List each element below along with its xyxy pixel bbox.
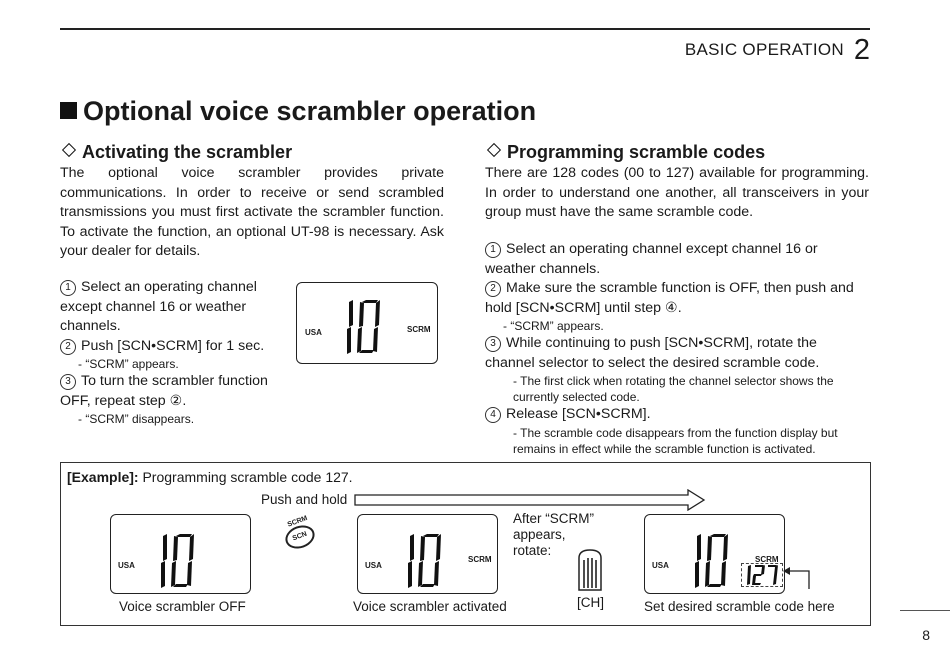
right-steps (485, 240, 869, 457)
left-heading: Activating the scrambler (60, 142, 292, 163)
lcd-channel-digits (157, 533, 197, 589)
right-step-3-note: - The first click when rotating the channel selector shows the currently selected code. (513, 374, 834, 404)
knob-label: [CH] (577, 595, 604, 610)
example-title: [Example]: Programming scramble code 127. (67, 469, 353, 485)
push-hold-label: Push and hold (261, 492, 348, 507)
section-title: BASIC OPERATION (684, 40, 844, 59)
example-box (60, 462, 871, 626)
caption-scrambler-off: Voice scrambler OFF (119, 599, 246, 614)
diamond-icon (487, 143, 501, 157)
page-number: 8 (922, 627, 930, 643)
right-step-2: 2 Make sure the scramble function is OFF, then push and hold [SCN•SCRM] until step ④. (485, 280, 854, 316)
lcd-channel-digits (404, 533, 444, 589)
left-intro: The optional voice scrambler provides private communications. In order to receive or send scrambled transmissions you must first activate the scrambler function. To activate the function, an optional UT-98 is necessary. Ask your dealer for details. (60, 165, 444, 259)
right-heading: Programming scramble codes (485, 142, 765, 163)
right-step-4: 4 Release [SCN•SCRM]. (485, 405, 869, 425)
right-step-3: 3 While continuing to push [SCN•SCRM], rotate the channel selector to select the desired scramble code. (485, 335, 820, 371)
square-bullet-icon (60, 102, 77, 119)
top-rule (60, 28, 870, 30)
scn-scrm-button[interactable]: SCRM SCN (285, 517, 315, 548)
after-scrm-text: After “SCRM” appears, rotate: (513, 511, 594, 558)
arrow-right-icon (353, 489, 708, 511)
bottom-right-rule (900, 610, 950, 611)
scramble-code-box (741, 563, 783, 587)
lcd-channel-digits (691, 533, 731, 589)
lcd-display-activated: USA SCRM (357, 514, 498, 594)
lcd-display-off: USA (110, 514, 251, 594)
caption-set-code: Set desired scramble code here (644, 599, 835, 614)
right-intro: There are 128 codes (00 to 127) available for programming. In order to understand one another, all transceivers in your group must have the same scramble code. (485, 165, 869, 220)
chapter-number: 2 (853, 34, 870, 66)
left-steps (60, 278, 275, 427)
arrow-pointer-icon (781, 561, 811, 591)
scramble-code-digits (742, 564, 782, 586)
left-step-3-note: - “SCRM” disappears. (78, 412, 195, 426)
diamond-icon (62, 143, 76, 157)
page-title: Optional voice scrambler operation (60, 96, 536, 127)
lcd-channel-digits (343, 299, 383, 355)
caption-scrambler-activated: Voice scrambler activated (353, 599, 507, 614)
left-step-2: 2 Push [SCN•SCRM] for 1 sec. (60, 337, 275, 357)
right-step-1: 1 Select an operating channel except channel 16 or weather channels. (485, 241, 818, 277)
right-step-4-note: - The scramble code disappears from the function display but remains in effect while the scramble function is activated. (513, 425, 838, 456)
channel-knob-icon[interactable] (576, 548, 604, 592)
left-step-2-note: - “SCRM” appears. (78, 357, 179, 371)
lcd-display-left (296, 282, 438, 364)
left-step-1: 1 Select an operating channel except channel 16 or weather channels. (60, 279, 257, 334)
right-step-2-note: - “SCRM” appears. (503, 319, 604, 333)
left-step-3: 3 To turn the scrambler function OFF, repeat step ②. (60, 373, 268, 409)
lcd-region: USA (305, 328, 322, 337)
lcd-scrm-indicator: SCRM (407, 325, 431, 334)
lcd-display-code: USA SCRM (644, 514, 785, 594)
